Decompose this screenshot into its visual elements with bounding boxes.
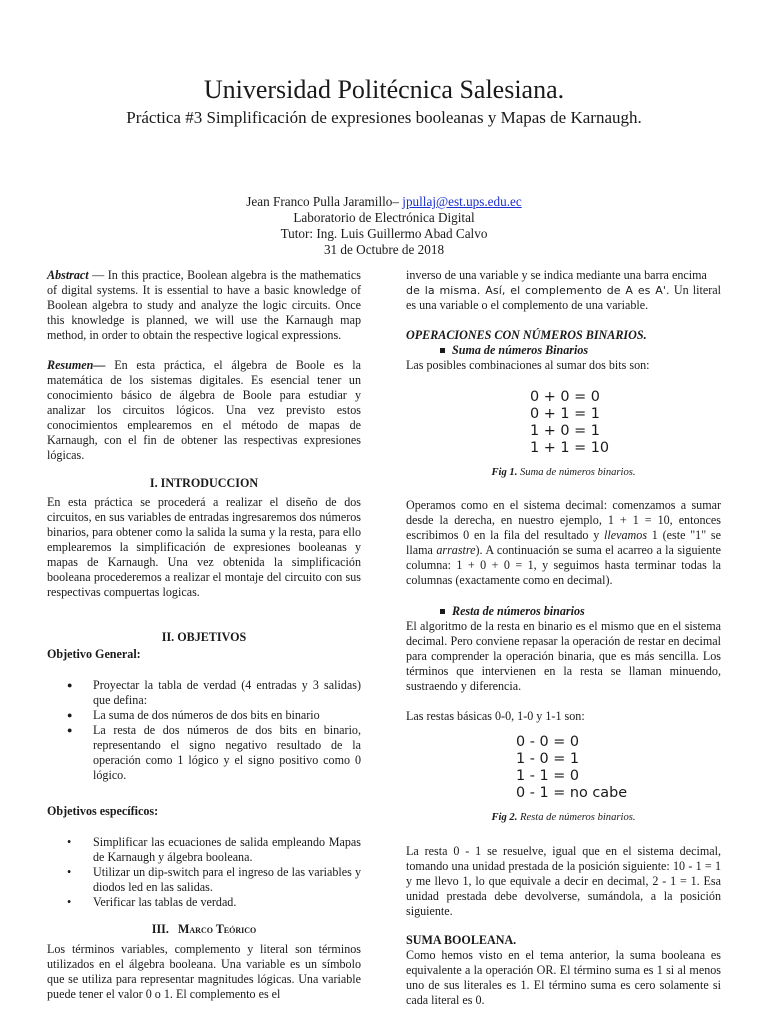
general-list [47,678,361,783]
bullet-icon: ● [67,680,73,690]
list-item: ● La suma de dos números de dos bits en binario [67,708,320,722]
suma-explanation: Operamos como en el sistema decimal: comenzamos a sumar desde la derecha, en nuestro ejemplo, 1 + 1 = 10, entonces escribimos 0 en la fila del resultado y llevamos 1 (este "1" se llama arrastre). A continuación se suma el acarreo a la siguiente columna: 1 + 0 + 0 = 1, y seguimos hasta terminar todas la columnas (exactamente como en decimal). [406,498,721,587]
suma-booleana-heading: SUMA BOOLEANA. [406,933,517,947]
suma-intro: Las posibles combinaciones al sumar dos bits son: [406,358,650,372]
equation: 0 + 1 = 1 [530,406,600,422]
paper-title: Universidad Politécnica Salesiana. [203,75,565,104]
resumen-text: En esta práctica, el álgebra de Boole es la matemática de los sistemas digitales. Es esencial tener un conocimiento básico de álgebra de Boole para estudiar y analizar los circuitos lógicos. Una vez previsto estos conocimientos emplearemos en el método de mapas de Karnaugh, con el fin de obtener las respectivas expresiones lógicas. [47,358,361,462]
objetivos-especificos-label: Objetivos específicos: [47,804,159,818]
equation: 0 - 1 = no cabe [516,785,628,801]
resta-text: El algoritmo de la resta en binario es el mismo que en el sistema decimal. Pero conviene repasar la operación de restar en decimal para comprender la operación binaria, que es más sencilla. Los términos que intervienen en la resta se llaman minuendo, sustraendo y diferencia. [406,619,721,693]
abstract-text: — In this practice, Boolean algebra is the mathematics of digital systems. It is essential to have a basic knowledge of Boolean algebra to study and analyze the logic circuits. Once this knowledge is planned, we will use the Karnaugh map method, in order to obtain the respective logical expressions. [47,268,361,342]
left-column [47,268,361,1002]
square-bullet-icon [440,348,445,353]
sum-equations [406,389,721,457]
section-introduccion-text: En esta práctica se procederá a realizar el diseño de dos circuitos, en sus variables de entradas ingresaremos dos números binarios, para obtener como la salida la suma y la resta, para ello emplearemos la simplificación de expresiones booleanas y mapas de Karnaugh. Una vez obtenida la simplificación booleana procederemos a realizar el montaje del circuito con sus respectivas compuertas logicas. [47,495,362,599]
author-email-link[interactable]: jpullaj@est.ups.edu.ec [402,194,522,209]
paper-subtitle: Práctica #3 Simplificación de expresiones booleanas y Mapas de Karnaugh. [126,108,642,127]
section-introduccion-heading: I. INTRODUCCION [149,476,259,490]
author-date: 31 de Octubre de 2018 [323,242,445,257]
right-column [406,268,721,1008]
bullet-icon: • [67,895,72,909]
list-item: ● Proyectar la tabla de verdad (4 entradas y 3 salidas) que defina: [67,678,361,707]
equation: 0 - 0 = 0 [516,734,580,750]
list-item: ● La resta de dos números de dos bits en binario, representando el signo negativo resultado de la operación como 1 lógico y el signo positivo como 0 lógico. [67,723,361,782]
author-block [0,194,768,258]
figure-1-caption: Fig 1. Suma de números binarios. [491,467,636,478]
author-lab: Laboratorio de Electrónica Digital [293,210,475,225]
marco-teorico-continuation: inverso de una variable y se indica mediante una barra encima de la misma. Así, el complemento de A es A'. Un literal es una variable o el complemento de una variable. [406,268,722,312]
figure-2-caption: Fig 2. Resta de números binarios. [491,812,636,823]
list-item: • Simplificar las ecuaciones de salida empleando Mapas de Karnaugh y álgebra booleana. [67,835,361,864]
sub-equations [406,734,721,802]
bullet-icon: • [67,835,72,849]
resta-explanation: La resta 0 - 1 se resuelve, igual que en el sistema decimal, tomando una unidad prestada de la posición siguiente: 10 - 1 = 1 y me llevo 1, lo que equivale a decir en decimal, 2 - 1 = 1. Esa unidad prestada debe devolverse, sumándola, a la posición siguiente. [406,844,721,918]
suma-booleana-text: Como hemos visto en el tema anterior, la suma booleana es equivalente a la operación OR. El término suma es 1 si al menos uno de sus literales es 1. El término suma es cero solamente si cada literal es 0. [406,948,721,1007]
author-tutor: Tutor: Ing. Luis Guillermo Abad Calvo [280,226,488,241]
bullet-icon: • [67,865,72,879]
operaciones-heading: OPERACIONES CON NÚMEROS BINARIOS. [406,328,647,342]
suma-binarios-label: Suma de números Binarios [406,343,721,358]
square-bullet-icon [440,609,445,614]
objetivo-general-label: Objetivo General: [47,647,141,661]
equation: 0 + 0 = 0 [530,389,600,405]
resta-binarios-label: Resta de números binarios [406,604,721,619]
list-item: • Utilizar un dip-switch para el ingreso de las variables y diodos led en las salidas. [67,865,361,894]
list-item: • Verificar las tablas de verdad. [67,895,237,909]
abstract [47,268,361,343]
equation: 1 + 1 = 10 [530,440,610,456]
bullet-icon: ● [67,725,73,735]
equation: 1 + 0 = 1 [530,423,600,439]
resta-intro: Las restas básicas 0-0, 1-0 y 1-1 son: [406,709,585,723]
resumen-label: Resumen— [47,358,106,372]
abstract-label: Abstract [47,268,89,282]
section-marco-teorico-heading: III. Marco Teórico [151,922,257,936]
equation: 1 - 0 = 1 [516,751,580,767]
section-marco-teorico-text: Los términos variables, complemento y literal son términos utilizados en el álgebra booleana. Una variable es un símbolo que se utiliza para representar magnitudes lógicas. Una variable puede tener el valor 0 o 1. El complemento es el [47,942,361,1001]
resumen [47,358,361,463]
author-name: Jean Franco Pulla Jaramillo– [246,194,399,209]
bullet-icon: ● [67,710,73,720]
specific-list [47,835,361,910]
equation: 1 - 1 = 0 [516,768,580,784]
section-objetivos-heading: II. OBJETIVOS [161,630,247,644]
